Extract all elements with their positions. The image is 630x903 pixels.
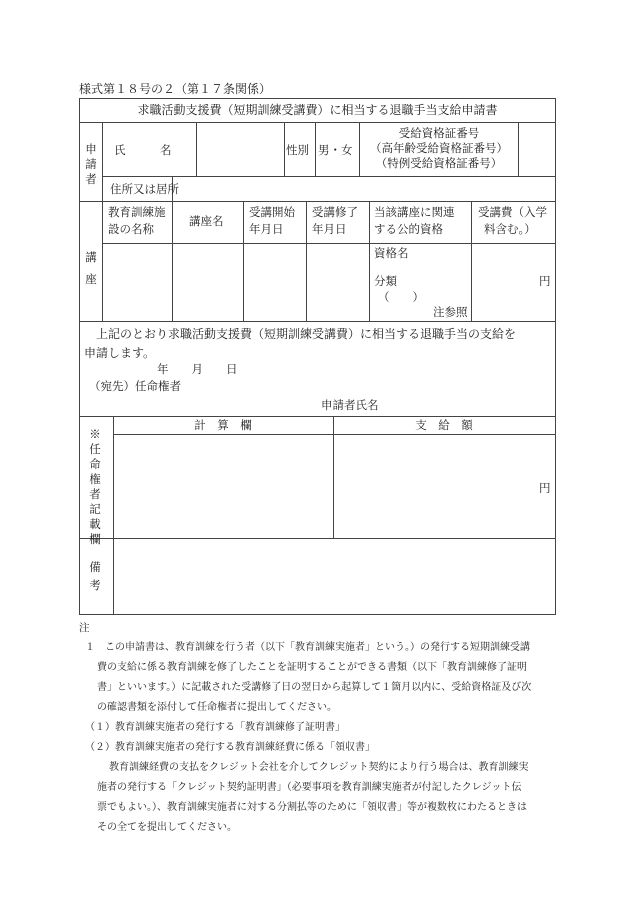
application-date: 年 月 日 — [157, 362, 238, 376]
note-reference: 注参照 — [433, 305, 468, 319]
note-item-1: （１）教育訓練実施者の発行する「教育訓練修了証明書」 — [85, 722, 345, 733]
note-item-2-line-3: 票でもよい。）、教育訓練実施者に対する分割払等のために「領収書」等が複数枚にわたるときは — [97, 802, 527, 813]
course-col-end-1: 受講修了 — [312, 205, 358, 219]
note-1-line-3: 書」といいます。）に記載された受講修了日の翌日から起算して１箇月以内に、受給資格証及び次 — [97, 682, 532, 693]
course-col-name: 講座名 — [189, 214, 224, 228]
address-label: 住所又は居所 — [110, 182, 179, 196]
amount-header: 支 給 額 — [415, 418, 473, 432]
course-col-start-2: 年月日 — [249, 222, 284, 236]
course-col-end-2: 年月日 — [312, 222, 347, 236]
note-item-2-line-1: 教育訓練経費の支払をクレジット会社を介してクレジット契約により行う場合は、教育訓練実 — [109, 762, 529, 773]
course-col-fee-1: 受講費（入学 — [478, 205, 547, 219]
name-label: 氏 名 — [114, 143, 172, 157]
course-col-start-1: 受講開始 — [249, 205, 295, 219]
form-title: 求職活動支援費（短期訓練受講費）に相当する退職手当支給申請書 — [137, 103, 498, 117]
cert-number-label: 受給資格証番号 — [398, 126, 480, 140]
note-item-2: （２）教育訓練実施者の発行する教育訓練経費に係る「領収書」 — [85, 742, 375, 753]
applicant-section-label: 申請者 — [85, 142, 97, 186]
calculation-header: 計 算 欄 — [194, 418, 252, 432]
notes-heading: 注 — [79, 622, 90, 634]
note-1-line-2: 費の支給に係る教育訓練を修了したことを証明することができる書類（以下「教育訓練修了証明 — [97, 662, 527, 673]
sex-label: 性別 — [286, 143, 309, 157]
amount-yen-unit: 円 — [539, 481, 551, 495]
note-1-line-1: １ この申請書は、教育訓練を行う者（以下「教育訓練実施者」という。）の発行する短期訓練受講 — [85, 642, 530, 653]
declaration-line-1: 上記のとおり求職活動支援費（短期訓練受講費）に相当する退職手当の支給を — [96, 327, 517, 341]
form-number: 様式第１８号の２（第１７条関係） — [79, 82, 272, 96]
notes-body — [85, 638, 555, 838]
applicant-name-label: 申請者氏名 — [321, 398, 379, 412]
course-col-qual-2: する公的資格 — [374, 222, 443, 236]
course-col-facility-1: 教育訓練施 — [108, 205, 166, 219]
note-item-2-line-2: 施者の発行する「クレジット契約証明書」（必要事項を教育訓練実施者が付記したクレジット伝 — [97, 782, 522, 793]
sex-options: 男・女 — [318, 143, 353, 157]
course-section-label: 講座 — [85, 250, 97, 286]
elderly-cert-number-label: （高年齢受給資格証番号） — [370, 141, 508, 155]
category-paren: （ ） — [378, 290, 424, 304]
course-col-qual-1: 当該講座に関連 — [374, 205, 455, 219]
official-section-label: ※任命権者記載欄 — [89, 427, 101, 546]
note-1-line-4: の確認書類を添付して任命権者に提出してください。 — [97, 702, 337, 713]
remarks-label: 備考 — [89, 560, 101, 592]
declaration-line-2: 申請します。 — [84, 346, 156, 360]
course-col-fee-2: 料含む。） — [484, 222, 536, 236]
note-item-2-line-4: その全てを提出してください。 — [97, 822, 237, 833]
qualification-name-label: 資格名 — [374, 246, 409, 260]
special-cert-number-label: （特例受給資格証番号） — [375, 156, 503, 170]
course-col-facility-2: 設の名称 — [108, 222, 154, 236]
fee-yen-unit: 円 — [539, 274, 551, 288]
category-label: 分類 — [374, 274, 397, 288]
addressee: （宛先）任命権者 — [89, 379, 181, 393]
